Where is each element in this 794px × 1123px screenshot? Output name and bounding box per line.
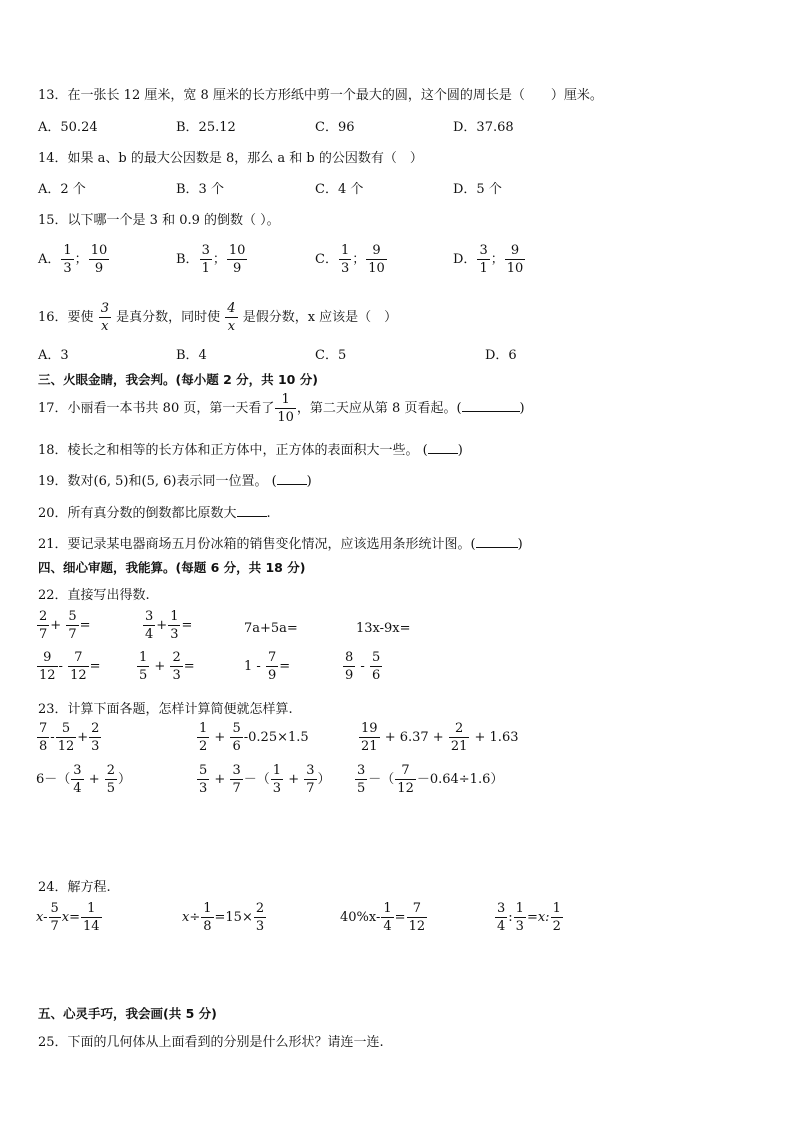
- fraction: $\frac{3}{1}$: [201, 243, 210, 276]
- q16-option-d[interactable]: D．6: [485, 348, 517, 363]
- q22-expr-7: 1 - $\frac{7}{9}$ =: [244, 650, 291, 683]
- q22-expr-5: $\frac{9}{12}$ - $\frac{7}{12}$ =: [39, 650, 101, 683]
- fraction: $\frac{9}{10}$: [368, 243, 385, 276]
- fraction: $\frac{1}{3}$: [63, 243, 72, 276]
- q22-expr-2: $\frac{3}{4}$ + $\frac{1}{3}$ =: [145, 609, 193, 642]
- answer-blank[interactable]: [476, 535, 518, 548]
- q23-expr-3: $\frac{19}{21}$ + 6.37 + $\frac{2}{21}$ + 1.63: [361, 721, 519, 754]
- q23-expr-5: $\frac{5}{3}$ + $\frac{3}{7}$ －（ $\frac{1}{3}$ + $\frac{3}{7}$ ）: [199, 763, 331, 796]
- fraction: $\frac{4}{x}$: [227, 301, 236, 334]
- question-18: 18．棱长之和相等的长方体和正方体中，正方体的表面积大一些。 ( ): [38, 443, 463, 458]
- q23-expr-2: $\frac{1}{2}$ + $\frac{5}{6}$ -0.25×1.5: [199, 721, 309, 754]
- fraction: $\frac{9}{10}$: [506, 243, 524, 276]
- question-23: 23．计算下面各题，怎样计算简便就怎样算.: [38, 702, 293, 717]
- q15-option-b[interactable]: [176, 244, 248, 275]
- q22-expr-8: $\frac{8}{9}$ - $\frac{5}{6}$: [345, 650, 381, 683]
- q15-option-d[interactable]: [453, 244, 526, 275]
- fraction: $\frac{3}{x}$: [100, 301, 109, 334]
- fraction: $\frac{10}{9}$: [90, 243, 108, 276]
- answer-blank[interactable]: [277, 472, 307, 485]
- section-4-heading: 四、细心审题，我能算。(每题 6 分，共 18 分): [38, 560, 306, 575]
- separator: ；: [490, 252, 504, 267]
- question-17: 17．小丽看一本书共 80 页，第一天看了 $\frac{1}{10}$ ，第二天应从第 8 页看起。( ): [38, 392, 525, 425]
- q23-expr-6: $\frac{3}{5}$ －（ $\frac{7}{12}$ －0.64÷1.6）: [357, 763, 504, 796]
- option-label: A．: [38, 252, 61, 267]
- q16-option-c[interactable]: C．5: [315, 348, 347, 363]
- question-19: 19．数对(6, 5)和(5, 6)表示同一位置。 ( ): [38, 474, 312, 489]
- q14-option-d[interactable]: D．5 个: [453, 182, 502, 197]
- section-3-heading: 三、火眼金睛，我会判。(每小题 2 分，共 10 分): [38, 372, 318, 387]
- q14-option-c[interactable]: C．4 个: [315, 182, 364, 197]
- option-label: C．: [315, 252, 338, 267]
- q13-option-a[interactable]: A．50.24: [38, 120, 98, 135]
- q24-equation-3: 40%x- $\frac{1}{4}$ = $\frac{7}{12}$: [340, 901, 426, 934]
- question-22: 22．直接写出得数.: [38, 588, 150, 603]
- q23-expr-4: 6－（ $\frac{3}{4}$ + $\frac{2}{5}$ ）: [36, 763, 132, 796]
- option-label: B．: [176, 252, 199, 267]
- answer-blank[interactable]: [237, 504, 267, 517]
- fraction: $\frac{1}{10}$: [277, 392, 294, 425]
- q13-option-b[interactable]: B．25.12: [176, 120, 236, 135]
- question-13: 13．在一张长 12 厘米，宽 8 厘米的长方形纸中剪一个最大的圆，这个圆的周长是（ ）厘米。: [38, 88, 603, 103]
- separator: ；: [74, 252, 88, 267]
- option-label: D．: [453, 252, 477, 267]
- section-5-heading: 五、心灵手巧，我会画(共 5 分): [38, 1006, 217, 1021]
- question-20: 20．所有真分数的倒数都比原数大 .: [38, 506, 271, 521]
- q13-option-c[interactable]: C．96: [315, 120, 355, 135]
- question-14: 14．如果 a、b 的最大公因数是 8，那么 a 和 b 的公因数有（ ）: [38, 151, 423, 166]
- answer-blank[interactable]: [462, 399, 520, 412]
- q22-expr-4: 13x-9x=: [356, 621, 411, 636]
- q16-option-a[interactable]: A．3: [38, 348, 69, 363]
- question-25: 25．下面的几何体从上面看到的分别是什么形状？请连一连.: [38, 1035, 384, 1050]
- q24-equation-4: $\frac{3}{4}$ : $\frac{1}{3}$ =x: $\frac{1}{2}$: [497, 901, 561, 934]
- q23-expr-1: $\frac{7}{8}$ - $\frac{5}{12}$ + $\frac{2}{3}$: [39, 721, 100, 754]
- q15-option-a[interactable]: [38, 244, 110, 275]
- separator: ；: [212, 252, 226, 267]
- question-24: 24．解方程.: [38, 880, 111, 895]
- q22-expr-3: 7a+5a=: [244, 621, 298, 636]
- separator: ；: [352, 252, 366, 267]
- q14-option-a[interactable]: A．2 个: [38, 182, 86, 197]
- q22-expr-6: $\frac{1}{5}$ + $\frac{2}{3}$ =: [139, 650, 195, 683]
- q16-option-b[interactable]: B．4: [176, 348, 207, 363]
- question-21: 21．要记录某电器商场五月份冰箱的销售变化情况，应该选用条形统计图。( ): [38, 537, 523, 552]
- q22-expr-1: $\frac{2}{7}$ + $\frac{5}{7}$ =: [39, 609, 91, 642]
- q14-option-b[interactable]: B．3 个: [176, 182, 224, 197]
- q24-equation-1: x- $\frac{5}{7}$ x= $\frac{1}{14}$: [36, 901, 100, 934]
- q13-option-d[interactable]: D．37.68: [453, 120, 514, 135]
- q24-equation-2: x÷ $\frac{1}{8}$ =15× $\frac{2}{3}$: [182, 901, 265, 934]
- fraction: $\frac{1}{3}$: [340, 243, 350, 276]
- question-15: 15．以下哪一个是 3 和 0.9 的倒数（ ）。: [38, 213, 280, 228]
- q15-option-c[interactable]: [315, 244, 388, 275]
- fraction: $\frac{10}{9}$: [228, 243, 246, 276]
- fraction: $\frac{3}{1}$: [479, 243, 488, 276]
- question-16: 16．要使 $\frac{3}{x}$ 是真分数，同时使 $\frac{4}{x}$ 是假分数，x 应该是（ ）: [38, 301, 398, 334]
- answer-blank[interactable]: [428, 441, 458, 454]
